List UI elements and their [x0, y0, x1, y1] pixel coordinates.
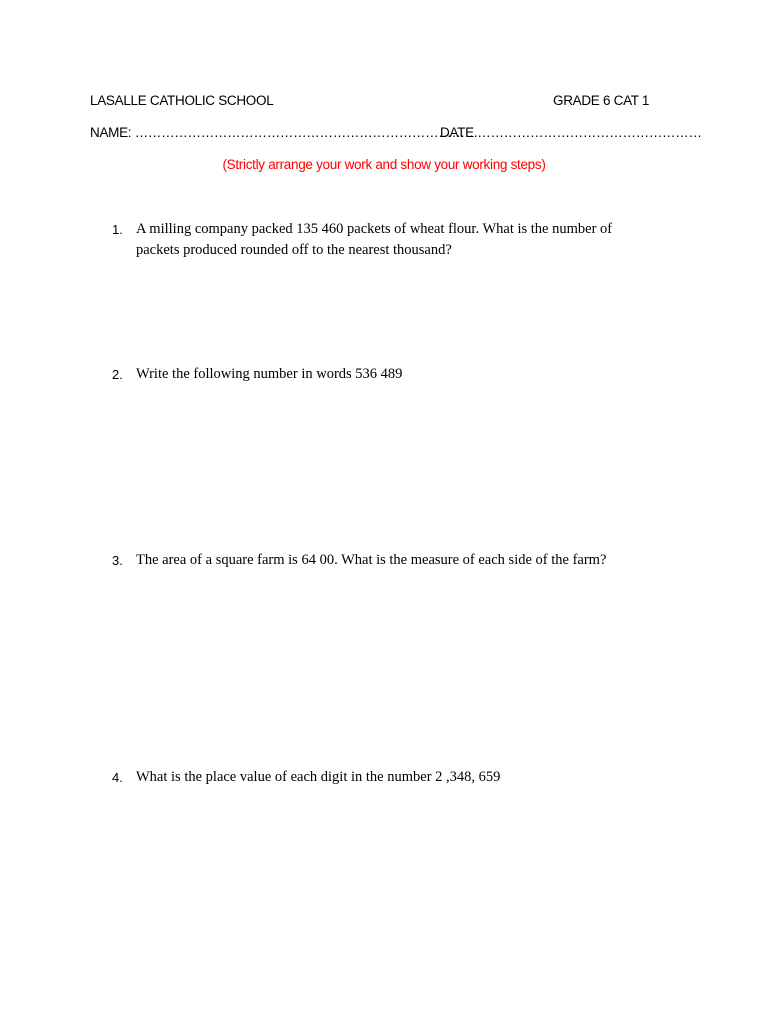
- question-number: 3.: [112, 553, 123, 568]
- question-text: Write the following number in words 536 489: [136, 366, 403, 382]
- name-field-line: NAME: ……………………………………………………………………: [90, 125, 478, 140]
- question-number: 4.: [112, 770, 123, 785]
- question-text: A milling company packed 135 460 packets of wheat flour. What is the number of packets produced rounded off to the nearest thousand?: [136, 221, 613, 258]
- question-number: 1.: [112, 222, 123, 237]
- date-field-line: DATE ……………………………………………: [440, 125, 702, 140]
- grade-label: GRADE 6 CAT 1: [553, 93, 650, 108]
- question-item: [112, 550, 652, 571]
- question-item: [112, 219, 652, 261]
- question-item: [112, 364, 652, 385]
- instruction-text: (Strictly arrange your work and show your working steps): [222, 157, 546, 172]
- question-text: The area of a square farm is 64 00. What is the measure of each side of the farm?: [136, 552, 607, 568]
- school-name: LASALLE CATHOLIC SCHOOL: [90, 93, 274, 108]
- question-number: 2.: [112, 367, 123, 382]
- question-item: [112, 767, 652, 788]
- question-text: What is the place value of each digit in the number 2 ,348, 659: [136, 769, 501, 785]
